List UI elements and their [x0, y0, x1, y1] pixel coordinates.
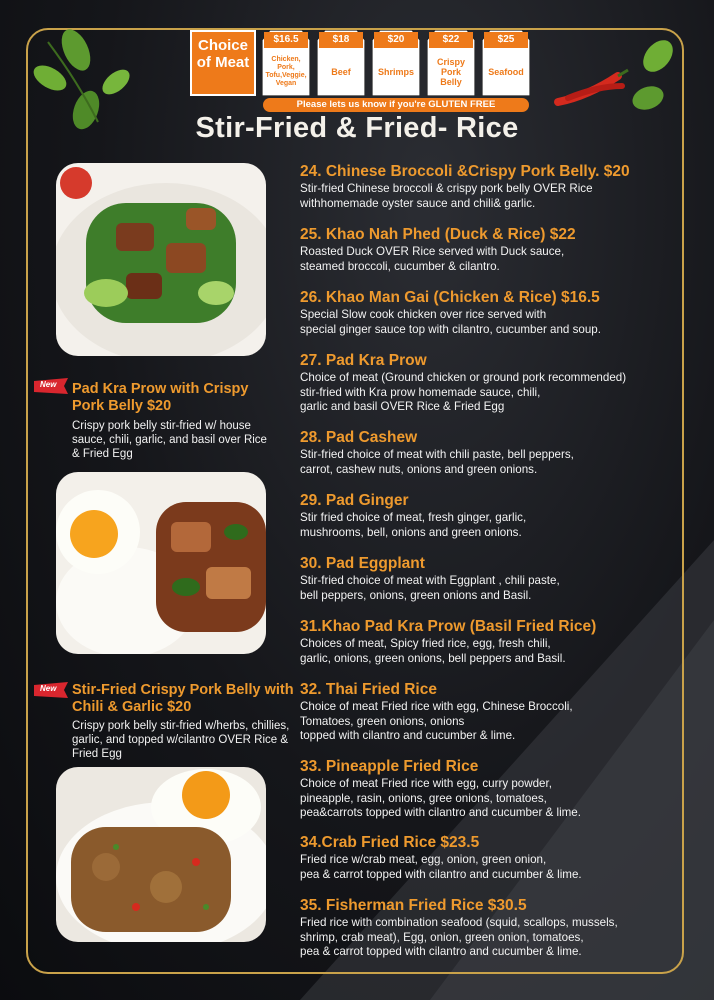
menu-item — [300, 681, 690, 743]
menu-item — [300, 226, 690, 273]
feature-description: Crispy pork belly stir-fried w/ house sauce, chili, garlic, and basil over Rice & Fried Egg — [72, 420, 267, 460]
menu-item-name: 30. Pad Eggplant — [300, 555, 425, 572]
tag-meat: Chicken, Pork, Tofu,Veggie, Vegan — [265, 56, 307, 87]
choice-of-meat-box: Choice of Meat — [190, 30, 256, 96]
tag-meat: Shrimps — [377, 67, 414, 77]
menu-item-desc-line: Choice of meat Fried rice with egg, curry powder, — [300, 777, 552, 790]
new-badge — [34, 682, 68, 698]
menu-item-desc-line: steamed broccoli, cucumber & cilantro. — [300, 259, 500, 273]
menu-item — [300, 897, 690, 959]
menu-item-desc-line: garlic and basil OVER Rice & Fried Egg — [300, 400, 505, 414]
menu-item-desc-line: pea & carrot topped with cilantro and cucumber & lime. — [300, 867, 582, 881]
price-tag-crispy-pork-belly — [427, 30, 475, 96]
menu-item-desc-line: Choices of meat, Spicy fried rice, egg, fresh chili, — [300, 637, 551, 650]
tag-price: $16.5 — [273, 34, 299, 45]
menu-item — [300, 618, 690, 665]
menu-item-name: 27. Pad Kra Prow — [300, 352, 427, 369]
new-badge — [34, 378, 68, 394]
menu-item — [300, 492, 690, 539]
menu-item — [300, 834, 690, 881]
menu-item — [300, 429, 690, 476]
menu-item-name: 24. Chinese Broccoli &Crispy Pork Belly. $20 — [300, 163, 630, 180]
tag-meat: Crispy Pork Belly — [436, 57, 465, 87]
menu-item-desc-line: pea & carrot topped with cilantro and cucumber & lime. — [300, 945, 582, 959]
price-tag-beef — [317, 30, 365, 96]
feature-title: Pad Kra Prow with Crispy Pork Belly $20 — [72, 381, 249, 414]
menu-item-name: 26. Khao Man Gai (Chicken & Rice) $16.5 — [300, 289, 600, 306]
menu-item-desc-line: garlic, onions, green onions, bell peppers and Basil. — [300, 651, 566, 665]
feature-description: Crispy pork belly stir-fried w/herbs, chillies, garlic, and topped w/cilantro OVER Rice & Fried Egg — [72, 720, 290, 760]
menu-item-desc-line: bell peppers, onions, green onions and Basil. — [300, 588, 532, 602]
chili-pepper-icon — [548, 40, 678, 120]
menu-item-desc-line: stir-fried with Kra prow homemade sauce, chili, — [300, 385, 541, 399]
menu-item-desc-line: mushrooms, bell, onions and green onions. — [300, 525, 522, 539]
photo-broccoli-pork-belly — [56, 163, 266, 356]
menu-item-desc-line: Special Slow cook chicken over rice served with — [300, 308, 547, 321]
tag-meat: Beef — [331, 67, 351, 77]
tag-price: $18 — [332, 34, 350, 45]
menu-item — [300, 352, 690, 414]
tag-price: $22 — [442, 34, 460, 45]
menu-item-desc-line: Fried rice with combination seafood (squid, scallops, mussels, — [300, 916, 618, 929]
gluten-free-notice: Please lets us know if you're GLUTEN FREE — [263, 98, 529, 112]
photo-pad-kra-prow-pork-belly — [56, 472, 266, 654]
menu-item-name: 31.Khao Pad Kra Prow (Basil Fried Rice) — [300, 618, 597, 635]
menu-item-name: 34.Crab Fried Rice $23.5 — [300, 834, 480, 851]
menu-item — [300, 758, 690, 820]
feature-title: Stir-Fried Crispy Pork Belly with Chili & Garlic $20 — [72, 682, 294, 715]
menu-item-desc-line: Roasted Duck OVER Rice served with Duck sauce, — [300, 245, 565, 258]
menu-item-desc-line: Stir-fried choice of meat with chili paste, bell peppers, — [300, 448, 574, 461]
price-tag-shrimps — [372, 30, 420, 96]
menu-item-desc-line: special ginger sauce top with cilantro, cucumber and soup. — [300, 322, 601, 336]
new-badge-label: New — [40, 380, 57, 389]
menu-item-name: 32. Thai Fried Rice — [300, 681, 437, 698]
menu-item-name: 29. Pad Ginger — [300, 492, 409, 509]
menu-item-name: 28. Pad Cashew — [300, 429, 418, 446]
tag-meat: Seafood — [488, 67, 524, 77]
menu-item-desc-line: Stir-fried choice of meat with Eggplant , chili paste, — [300, 574, 560, 587]
menu-item-desc-line: withhomemade oyster sauce and chili& garlic. — [300, 196, 536, 210]
menu-item-desc-line: Stir-fried Chinese broccoli & crispy pork belly OVER Rice — [300, 182, 593, 195]
price-tag-chicken — [262, 30, 310, 96]
photo-stir-fried-pork-chili-garlic — [56, 767, 266, 942]
menu-item-desc-line: pineapple, rasin, onions, gree onions, tomatoes, — [300, 791, 547, 805]
menu-item-desc-line: Tomatoes, green onions, onions — [300, 714, 465, 728]
menu-item — [300, 555, 690, 602]
menu-item-desc-line: Stir fried choice of meat, fresh ginger, garlic, — [300, 511, 527, 524]
menu-item-name: 33. Pineapple Fried Rice — [300, 758, 479, 775]
price-tag-seafood — [482, 30, 530, 96]
menu-item-name: 25. Khao Nah Phed (Duck & Rice) $22 — [300, 226, 576, 243]
menu-item-name: 35. Fisherman Fried Rice $30.5 — [300, 897, 527, 914]
tag-price: $25 — [497, 34, 515, 45]
menu-item — [300, 289, 690, 336]
tag-price: $20 — [387, 34, 405, 45]
new-badge-label: New — [40, 684, 57, 693]
menu-item-desc-line: topped with cilantro and cucumber & lime. — [300, 729, 516, 743]
menu-item-desc-line: carrot, cashew nuts, onions and green onions. — [300, 462, 538, 476]
menu-item-desc-line: Fried rice w/crab meat, egg, onion, green onion, — [300, 853, 547, 866]
menu-item-desc-line: shrimp, crab meat), Egg, onion, green onion, tomatoes, — [300, 930, 584, 944]
page-title: Stir-Fried & Fried- Rice — [195, 112, 519, 144]
menu-item — [300, 163, 690, 210]
menu-item-desc-line: pea&carrots topped with cilantro and cucumber & lime. — [300, 806, 581, 820]
menu-item-desc-line: Choice of meat Fried rice with egg, Chinese Broccoli, — [300, 700, 573, 713]
menu-item-desc-line: Choice of meat (Ground chicken or ground pork recommended) — [300, 371, 627, 384]
